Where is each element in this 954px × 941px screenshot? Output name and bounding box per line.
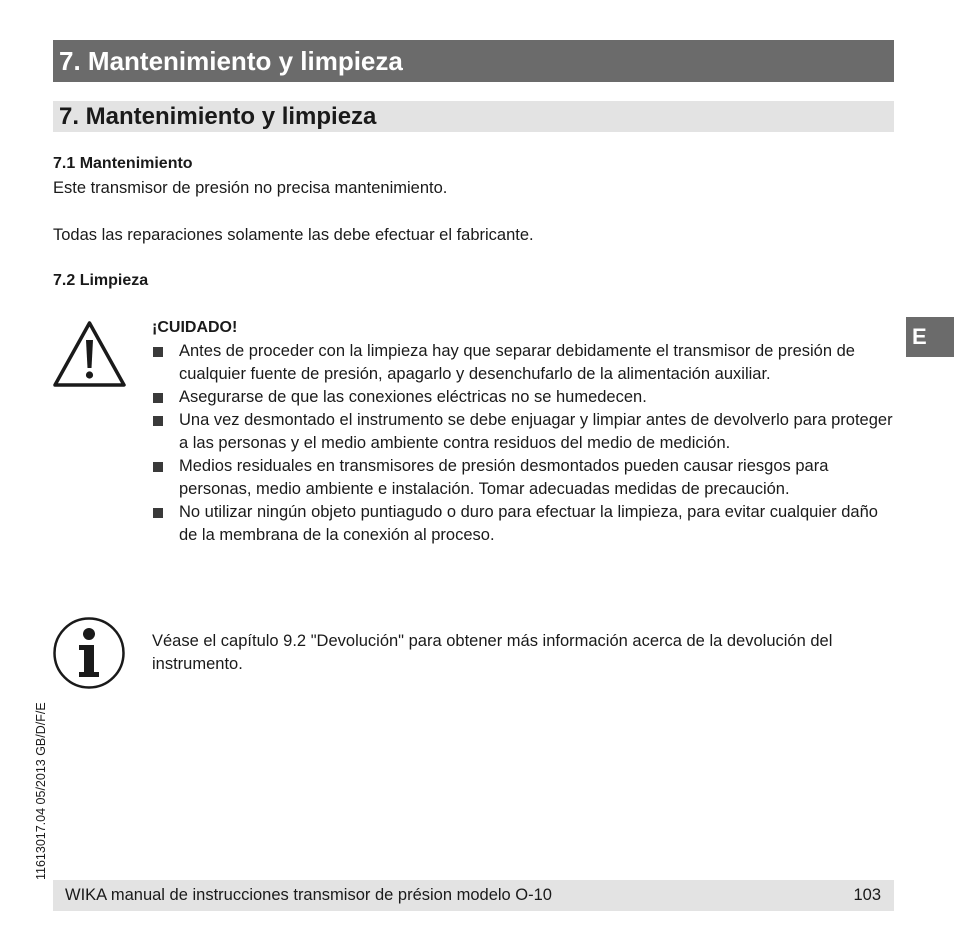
cleaning-bullet-list xyxy=(152,340,897,547)
list-item xyxy=(152,409,897,455)
language-tab: E xyxy=(906,317,954,357)
info-circle-icon xyxy=(52,616,126,690)
list-item-text: Asegurarse de que las conexiones eléctricas no se humedecen. xyxy=(179,388,647,406)
footer xyxy=(53,880,894,911)
section-title: 7. Mantenimiento y limpieza xyxy=(53,101,894,132)
list-item xyxy=(152,340,897,386)
list-item xyxy=(152,386,897,409)
info-text: Véase el capítulo 9.2 "Devolución" para obtener más información acerca de la devolución del instrumento. xyxy=(152,632,833,673)
bullet-square-icon xyxy=(153,393,163,403)
bullet-square-icon xyxy=(153,462,163,472)
maintenance-heading: 7.1 Mantenimiento xyxy=(53,155,193,172)
page-number: 103 xyxy=(853,886,881,904)
bullet-square-icon xyxy=(153,508,163,518)
warning-triangle-icon xyxy=(52,320,127,388)
list-item xyxy=(152,501,897,547)
list-item-text: Medios residuales en transmisores de presión desmontados pueden causar riesgos para personas, medio ambiente e instalación. Tomar adecuadas medidas de precaución. xyxy=(179,457,829,498)
bullet-square-icon xyxy=(153,416,163,426)
maintenance-text: Este transmisor de presión no precisa mantenimiento. xyxy=(53,179,448,197)
cleaning-heading: 7.2 Limpieza xyxy=(53,272,149,289)
list-item-text: Una vez desmontado el instrumento se debe enjuagar y limpiar antes de devolverlo para proteger a las personas y el medio ambiente contra residuos del medio de medición. xyxy=(179,411,893,452)
list-item-text: Antes de proceder con la limpieza hay que separar debidamente el transmisor de presión de cualquier fuente de presión, apagarlo y desenchufarlo de la alimentación auxiliar. xyxy=(179,342,855,383)
list-item xyxy=(152,455,897,501)
document-code: 11613017.04 05/2013 GB/D/F/E xyxy=(34,702,48,880)
bullet-square-icon xyxy=(153,347,163,357)
chapter-header: 7. Mantenimiento y limpieza xyxy=(53,40,894,82)
list-item-text: No utilizar ningún objeto puntiagudo o duro para efectuar la limpieza, para evitar cualquier daño de la membrana de la conexión al proceso. xyxy=(179,503,878,544)
warning-title: ¡CUIDADO! xyxy=(152,319,238,336)
repairs-text: Todas las reparaciones solamente las debe efectuar el fabricante. xyxy=(53,226,534,244)
footer-text: WIKA manual de instrucciones transmisor de présion modelo O-10 xyxy=(65,886,552,904)
